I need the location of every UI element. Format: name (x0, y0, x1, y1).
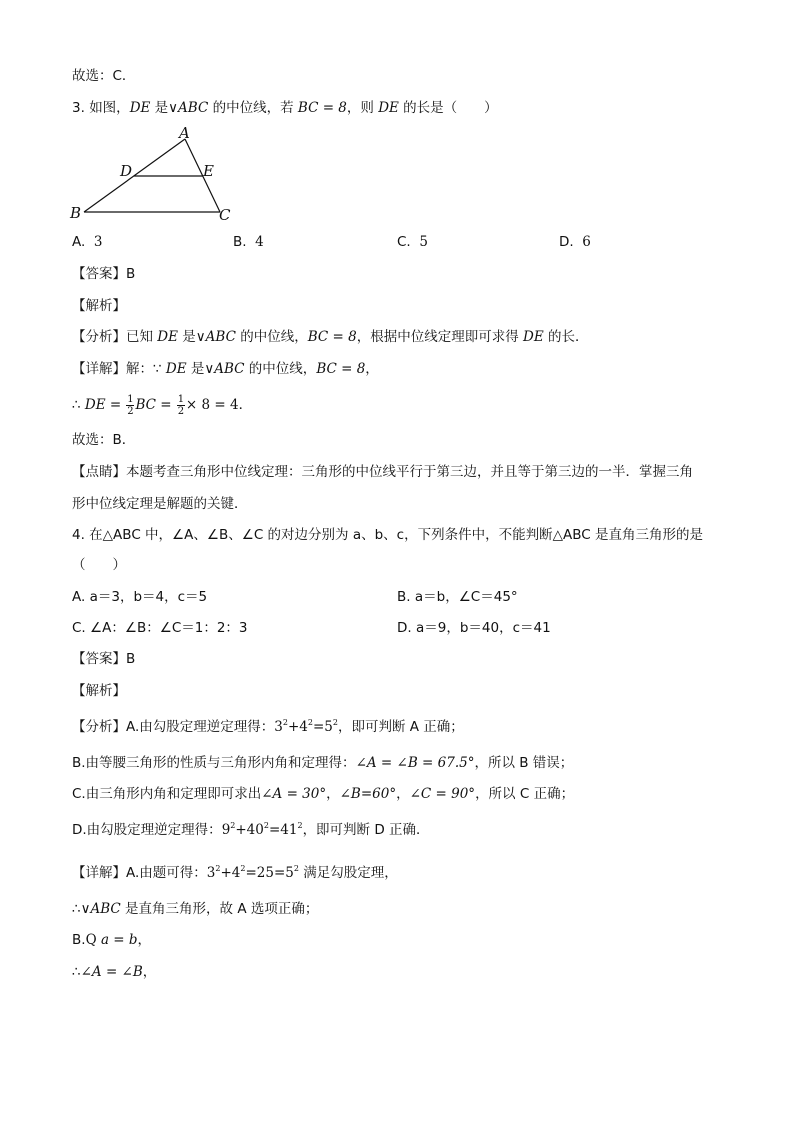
therefore-symbol: ∴ (72, 901, 81, 917)
math-rhs: × 8 = 4 (185, 397, 239, 413)
math-equation: $9^2+40^2=41^2$ (221, 821, 303, 838)
q3-number: 3. (72, 100, 85, 116)
option-letter: C. (72, 620, 86, 636)
q3-stem (72, 98, 498, 118)
detail-text: 满足勾股定理， (298, 865, 398, 881)
q3-stem-text: 的中位线，若 (208, 100, 298, 116)
comment-text: 本题考查三角形中位线定理：三角形的中位线平行于第三边，并且等于第三边的一半．掌握三角 (126, 464, 693, 480)
option-letter: B. (397, 589, 411, 605)
detail-text: 是直角三角形，故 A 选项正确； (120, 901, 319, 917)
q4-detail-so2 (72, 962, 156, 982)
detail-text: 是 (186, 361, 205, 377)
q3-stem-text: 的长是（ ） (398, 100, 498, 116)
q4-option-b (397, 587, 518, 607)
comment-tag: 【点睛】 (72, 464, 126, 480)
denominator: 2 (177, 405, 185, 417)
analysis-text: ，即可判断 A 正确； (337, 719, 464, 735)
option-letter: D. (397, 620, 412, 636)
triangle-figure (64, 120, 244, 225)
q3-math-de: DE (129, 100, 151, 116)
fraction-half (177, 394, 185, 417)
q4-analysis-d (72, 820, 430, 840)
analysis-text: A.由勾股定理逆定理得： (126, 719, 275, 735)
analysis-tag: 【分析】 (72, 719, 126, 735)
vertex-label-c: C (219, 206, 231, 224)
detail-text: 解：∵ (126, 361, 166, 377)
detail-text: ， (365, 361, 379, 377)
q4-option-a (72, 587, 207, 607)
q4-detail-b (72, 930, 151, 950)
option-value: a＝b，∠C＝45° (414, 589, 518, 605)
option-value: a＝9，b＝40，c＝41 (415, 620, 551, 636)
math-de: DE (165, 361, 187, 377)
math-equation: ∠B=60° (339, 786, 397, 802)
answer-tag: 【答案】 (72, 651, 126, 667)
q3-math-condition: BC = 8 (297, 100, 347, 116)
analysis-text: C.由三角形内角和定理即可求出 (72, 786, 262, 802)
math-triangle: ∨ABC (204, 361, 245, 377)
q3-calculation (72, 393, 252, 417)
q3-conclusion: 故选：B． (72, 432, 136, 448)
analysis-text: 的中位线， (235, 329, 308, 345)
option-letter: A. (72, 234, 86, 250)
q4-stem-paren: （ ） (72, 557, 126, 573)
math-equation: ∠A = 30° (261, 786, 327, 802)
answer-tag: 【答案】 (72, 266, 126, 282)
detail-text: B. (72, 932, 86, 948)
q4-stem: 4. 在△ABC 中，∠A、∠B、∠C 的对边分别为 a、b、c，下列条件中，不能判断△ABC 是直角三角形的是 (72, 527, 703, 543)
option-letter: A. (72, 589, 86, 605)
math-triangle: ∨ABC (80, 901, 121, 917)
analysis-text: 已知 (126, 329, 158, 345)
math-de: DE (523, 329, 544, 345)
vertex-label-a: A (179, 124, 190, 142)
analysis-text: 是 (177, 329, 196, 345)
detail-text: A.由题可得： (126, 865, 207, 881)
option-value: 6 (582, 234, 591, 250)
period: ． (238, 397, 253, 413)
q4-jiexi-tag: 【解析】 (72, 683, 126, 699)
analysis-text: ，所以 C 正确； (475, 786, 575, 802)
q3-option-a (72, 232, 102, 252)
denominator: 2 (127, 405, 134, 417)
math-de: DE (157, 329, 178, 345)
separator: ， (396, 786, 410, 802)
analysis-tag: 【分析】 (72, 329, 126, 345)
math-condition: BC = 8 (316, 361, 366, 377)
option-value: ∠A：∠B：∠C＝1：2：3 (90, 620, 248, 636)
analysis-text: ，即可判断 D 正确． (302, 822, 430, 838)
math-mid: BC = (135, 397, 172, 413)
analysis-text: B.由等腰三角形的性质与三角形内角和定理得： (72, 755, 356, 771)
prev-conclusion: 故选：C． (72, 68, 136, 84)
analysis-text: D.由勾股定理逆定理得： (72, 822, 222, 838)
detail-tag: 【详解】 (72, 361, 126, 377)
detail-text: 的中位线， (244, 361, 317, 377)
point-label-e: E (203, 162, 214, 180)
q4-answer (72, 649, 135, 669)
q3-stem-text: 如图， (89, 100, 130, 116)
math-condition: BC = 8 (307, 329, 357, 345)
q3-answer (72, 264, 135, 284)
numerator: 1 (127, 393, 134, 405)
q4-analysis-c (72, 784, 574, 804)
option-letter: B. (233, 234, 247, 250)
math-equation: a = b (100, 932, 138, 948)
math-equation: $3^2+4^2=25=5^2$ (206, 864, 299, 881)
q3-jiexi-tag: 【解析】 (72, 298, 126, 314)
numerator: 1 (177, 393, 185, 405)
q4-detail-a (72, 863, 398, 883)
q4-option-d (397, 618, 551, 638)
option-letter: C. (397, 234, 411, 250)
q3-math-triangle: ∨ABC (168, 100, 209, 116)
therefore-symbol: ∴ (72, 397, 81, 413)
q4-analysis-a (72, 717, 464, 737)
math-equation: ∠A = ∠B = 67.5° (355, 755, 475, 771)
math-equation: $3^2+4^2=5^2$ (274, 718, 338, 735)
analysis-text: ，所以 B 错误； (474, 755, 574, 771)
q4-option-c (72, 618, 248, 638)
math-equation: ∠C = 90° (409, 786, 476, 802)
q4-analysis-b (72, 753, 573, 773)
detail-tag: 【详解】 (72, 865, 126, 881)
separator: ， (326, 786, 340, 802)
answer-value: B (126, 266, 136, 282)
option-value: 4 (255, 234, 264, 250)
q3-comment (72, 462, 693, 482)
q3-detail (72, 359, 379, 379)
q3-option-c (397, 232, 428, 252)
math-triangle: ∨ABC (195, 329, 236, 345)
point-label-d: D (120, 162, 133, 180)
separator: ， (137, 932, 152, 948)
fraction-half (126, 394, 134, 417)
because-symbol: Q (85, 932, 97, 948)
analysis-text: ，根据中位线定理即可求得 (356, 329, 523, 345)
option-value: 5 (419, 234, 428, 250)
option-value: 3 (93, 234, 103, 250)
vertex-label-b: B (70, 204, 82, 222)
math-lhs: DE = (84, 397, 122, 413)
option-value: a＝3，b＝4，c＝5 (89, 589, 208, 605)
q3-stem-text: 是 (150, 100, 169, 116)
q3-option-b (233, 232, 264, 252)
analysis-text: 的长． (543, 329, 589, 345)
math-equation: ∠A = ∠B (80, 964, 143, 980)
q3-analysis (72, 327, 588, 347)
q4-detail-so1 (72, 899, 318, 919)
answer-value: B (126, 651, 136, 667)
separator: ， (142, 964, 157, 980)
q3-option-d (559, 232, 591, 252)
therefore-symbol: ∴ (72, 964, 81, 980)
q3-math-de: DE (378, 100, 399, 116)
option-letter: D. (559, 234, 574, 250)
q3-comment-cont: 形中位线定理是解题的关键． (72, 496, 248, 512)
q3-stem-text: ，则 (346, 100, 379, 116)
